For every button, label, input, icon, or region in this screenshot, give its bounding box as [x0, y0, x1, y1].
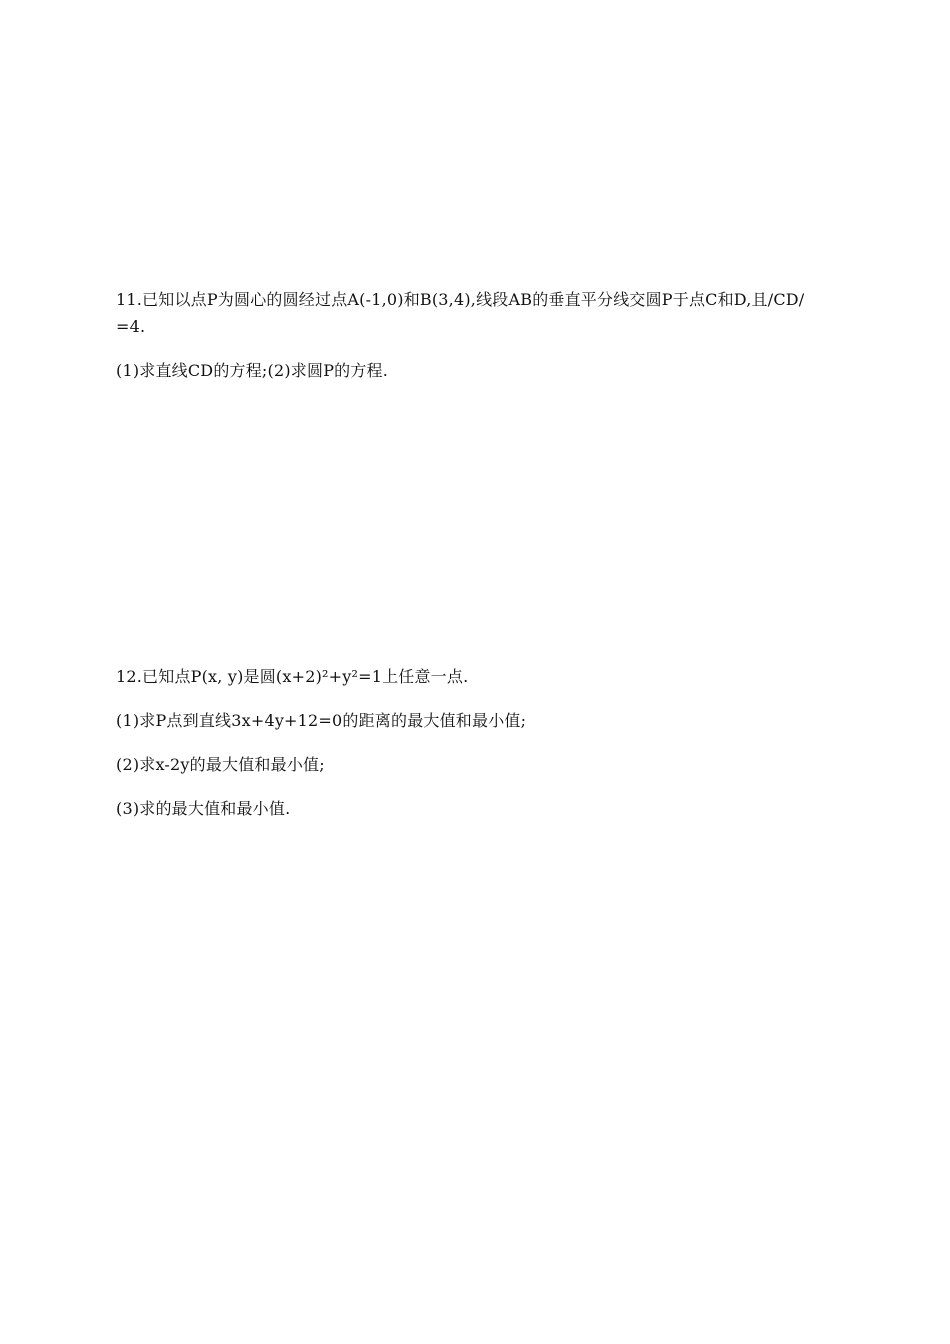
- problem-12-question-3: (3)求的最大值和最小值.: [116, 799, 291, 818]
- problem-12-question-1: (1)求P点到直线3x+4y+12=0的距离的最大值和最小值;: [116, 711, 527, 730]
- problem-12-question-2: (2)求x-2y的最大值和最小值;: [116, 755, 325, 774]
- problem-12-statement: 12.已知点P(x, y)是圆(x+2)²+y²=1上任意一点.: [116, 667, 469, 686]
- problem-11-statement-continued: =4.: [116, 317, 146, 336]
- problem-11-statement: 11.已知以点P为圆心的圆经过点A(-1,0)和B(3,4),线段AB的垂直平分线交圆P于点C和D,且/CD/: [116, 290, 805, 309]
- problem-11-questions: (1)求直线CD的方程;(2)求圆P的方程.: [116, 361, 389, 380]
